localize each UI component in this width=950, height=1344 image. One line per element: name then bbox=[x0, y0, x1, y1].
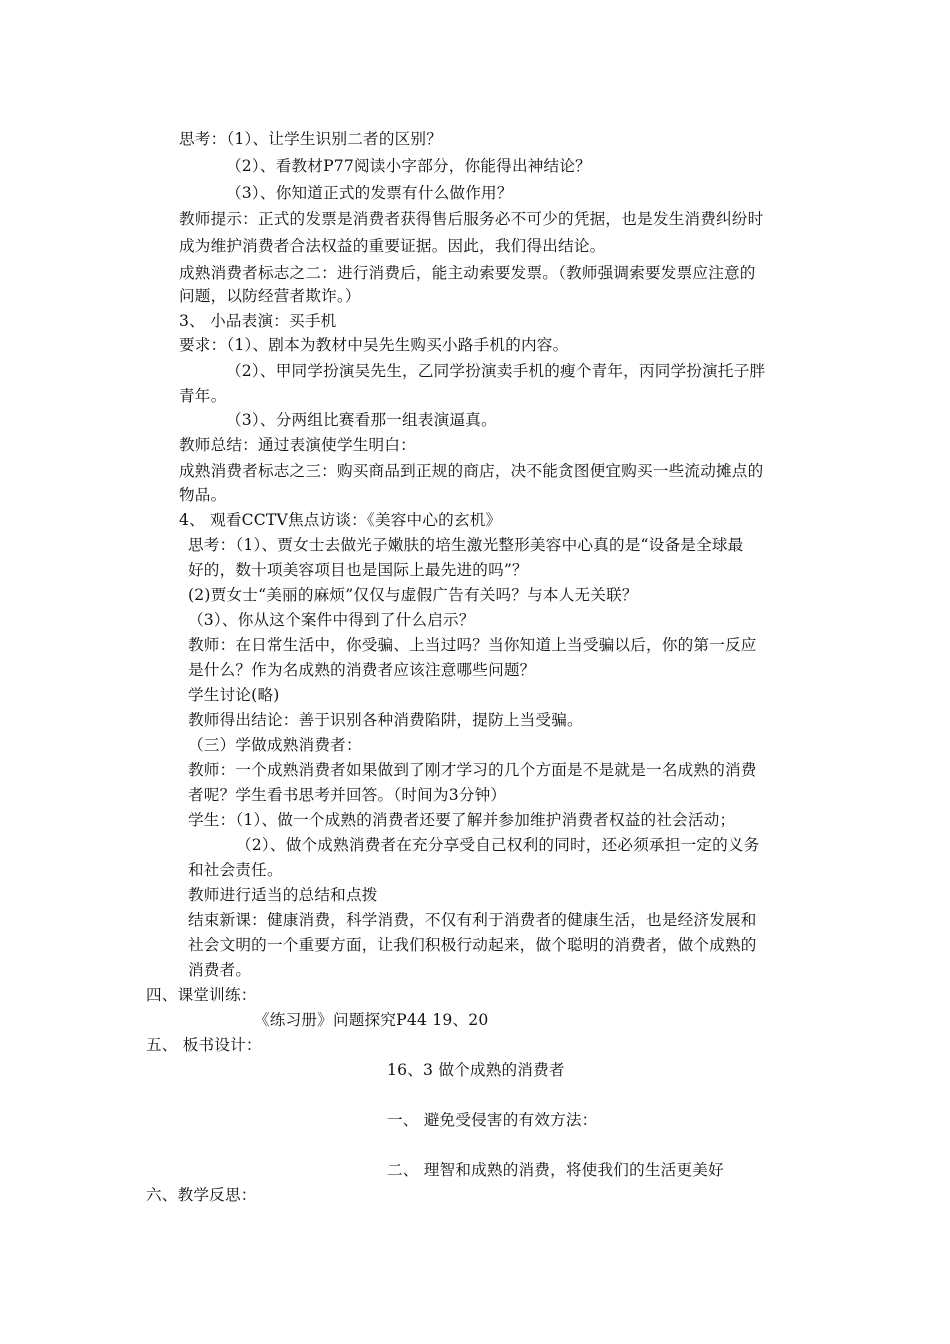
text-line: 结束新课：健康消费，科学消费，不仅有利于消费者的健康生活，也是经济发展和 bbox=[188, 911, 757, 929]
text-line: （2）、做个成熟消费者在充分享受自己权利的同时，还必须承担一定的义务 bbox=[236, 836, 760, 854]
board-title: 16、3 做个成熟的消费者 bbox=[387, 1061, 565, 1079]
text-line: 好的，数十项美容项目也是国际上最先进的吗”？ bbox=[188, 561, 528, 579]
text-line: 3、 小品表演：买手机 bbox=[179, 312, 337, 330]
text-line: 教师总结：通过表演使学生明白： bbox=[179, 436, 416, 454]
text-line: 教师：一个成熟消费者如果做到了刚才学习的几个方面是不是就是一名成熟的消费 bbox=[188, 761, 757, 779]
text-line: 4、 观看CCTV焦点访谈：《美容中心的玄机》 bbox=[179, 511, 502, 529]
text-line: （三）学做成熟消费者： bbox=[188, 736, 362, 754]
text-line: 要求：（1）、剧本为教材中吴先生购买小路手机的内容。 bbox=[179, 336, 569, 354]
text-line: （2）、甲同学扮演吴先生，乙同学扮演卖手机的瘦个青年，丙同学扮演托子胖 bbox=[226, 362, 766, 380]
text-line: （2）、看教材P77阅读小字部分，你能得出神结论？ bbox=[226, 157, 591, 175]
text-line: 成熟消费者标志之二：进行消费后，能主动索要发票。（教师强调索要发票应注意的 bbox=[179, 264, 756, 282]
section-heading: 六、教学反思： bbox=[146, 1186, 257, 1204]
text-line: 思考：（1）、贾女士去做光子嫩肤的培生激光整形美容中心真的是“设备是全球最 bbox=[188, 536, 744, 554]
text-line: 物品。 bbox=[179, 486, 227, 504]
text-line: 社会文明的一个重要方面，让我们积极行动起来，做个聪明的消费者，做个成熟的 bbox=[188, 936, 757, 954]
text-line: 问题，以防经营者欺诈。） bbox=[179, 287, 361, 305]
section-heading: 四、课堂训练： bbox=[146, 986, 257, 1004]
text-line: 教师得出结论：善于识别各种消费陷阱，提防上当受骗。 bbox=[188, 711, 583, 729]
board-item: 二、 理智和成熟的消费，将使我们的生活更美好 bbox=[387, 1161, 724, 1179]
text-line: 学生讨论(略) bbox=[188, 686, 280, 704]
text-line: （3）、分两组比赛看那一组表演逼真。 bbox=[226, 411, 497, 429]
text-line: 是什么？作为名成熟的消费者应该注意哪些问题？ bbox=[188, 661, 536, 679]
board-item: 一、 避免受侵害的有效方法： bbox=[387, 1111, 598, 1129]
text-line: 教师提示：正式的发票是消费者获得售后服务必不可少的凭据，也是发生消费纠纷时 bbox=[179, 210, 764, 228]
text-line: 成为维护消费者合法权益的重要证据。因此，我们得出结论。 bbox=[179, 237, 606, 255]
section-heading: 五、 板书设计： bbox=[146, 1036, 262, 1054]
text-line: 学生：（1）、做一个成熟的消费者还要了解并参加维护消费者权益的社会活动； bbox=[188, 811, 736, 829]
text-line: 者呢？学生看书思考并回答。（时间为3分钟） bbox=[188, 786, 507, 804]
text-line: 和社会责任。 bbox=[188, 861, 283, 879]
text-line: 青年。 bbox=[179, 387, 227, 405]
text-line: (2)贾女士“美丽的麻烦”仅仅与虚假广告有关吗？与本人无关联？ bbox=[188, 586, 638, 604]
text-line: 教师进行适当的总结和点拨 bbox=[188, 886, 378, 904]
text-line: （3）、你从这个案件中得到了什么启示？ bbox=[188, 611, 475, 629]
text-line: 《练习册》问题探究P44 19、20 bbox=[254, 1011, 489, 1029]
text-line: 思考：（1）、让学生识别二者的区别？ bbox=[179, 130, 443, 148]
text-line: 消费者。 bbox=[188, 961, 252, 979]
text-line: （3）、你知道正式的发票有什么做作用？ bbox=[226, 184, 513, 202]
text-line: 教师：在日常生活中，你受骗、上当过吗？当你知道上当受骗以后，你的第一反应 bbox=[188, 636, 757, 654]
text-line: 成熟消费者标志之三：购买商品到正规的商店，决不能贪图便宜购买一些流动摊点的 bbox=[179, 462, 764, 480]
